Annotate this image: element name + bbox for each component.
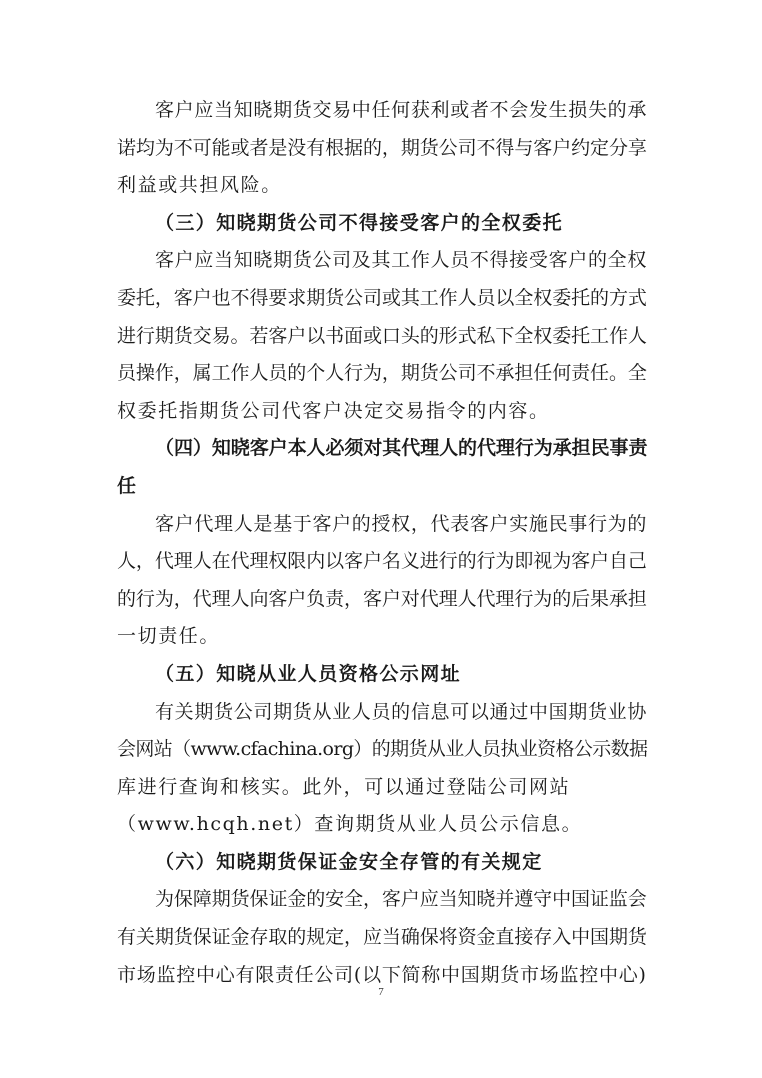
text-line: 为保障期货保证金的安全，客户应当知晓并遵守中国证监会 [155, 888, 647, 911]
document-body [117, 92, 647, 994]
text-line: 有关期货公司期货从业人员的信息可以通过中国期货业协 [155, 700, 648, 723]
text-line: 诺均为不可能或者是没有根据的，期货公司不得与客户约定分享 [117, 136, 647, 159]
paragraph-practitioner-disclosure [117, 694, 647, 844]
text-line: 一切责任。 [117, 625, 221, 648]
text-line: 客户应当知晓期货交易中任何获利或者不会发生损失的承 [155, 99, 648, 121]
page-number: 7 [378, 986, 384, 998]
paragraph-profit-promise [117, 92, 647, 205]
heading-line: （三）知晓期货公司不得接受客户的全权委托 [155, 211, 564, 234]
paragraph-margin-custody [117, 881, 647, 994]
text-line: 人，代理人在代理权限内以客户名义进行的行为即视为客户自己 [117, 550, 647, 573]
heading-line: （五）知晓从业人员资格公示网址 [155, 662, 462, 685]
text-line: 利益或共担风险。 [117, 174, 282, 197]
heading-section-6 [117, 844, 647, 882]
text-line: 库进行查询和核实。此外，可以通过登陆公司网站 [117, 775, 571, 798]
text-line: （www.hcqh.net）查询期货从业人员公示信息。 [117, 813, 583, 836]
text-line: 客户代理人是基于客户的授权，代表客户实施民事行为的 [155, 512, 648, 535]
text-line: 的行为，代理人向客户负责，客户对代理人代理行为的后果承担 [117, 587, 647, 610]
text-line: 委托，客户也不得要求期货公司或其工作人员以全权委托的方式 [117, 286, 647, 309]
heading-section-5 [117, 656, 647, 694]
heading-line: 任 [117, 474, 138, 497]
text-line: 会网站（www.cfachina.org）的期货从业人员执业资格公示数据 [117, 738, 648, 761]
paragraph-agent-liability [117, 506, 647, 656]
heading-section-3 [117, 205, 647, 243]
heading-section-4 [117, 430, 647, 505]
paragraph-full-authorization [117, 242, 647, 430]
heading-line: （四）知晓客户本人必须对其代理人的代理行为承担民事责 [155, 437, 648, 460]
text-line: 有关期货保证金存取的规定，应当确保将资金直接存入中国期货 [117, 926, 647, 949]
text-line: 员操作，属工作人员的个人行为，期货公司不承担任何责任。全 [117, 362, 647, 385]
text-line: 进行期货交易。若客户以书面或口头的形式私下全权委托工作人 [117, 324, 647, 347]
text-line: 客户应当知晓期货公司及其工作人员不得接受客户的全权 [155, 249, 648, 272]
heading-line: （六）知晓期货保证金安全存管的有关规定 [155, 850, 543, 873]
text-line: 市场监控中心有限责任公司(以下简称中国期货市场监控中心) [117, 963, 647, 986]
text-line: 权委托指期货公司代客户决定交易指令的内容。 [117, 399, 550, 422]
